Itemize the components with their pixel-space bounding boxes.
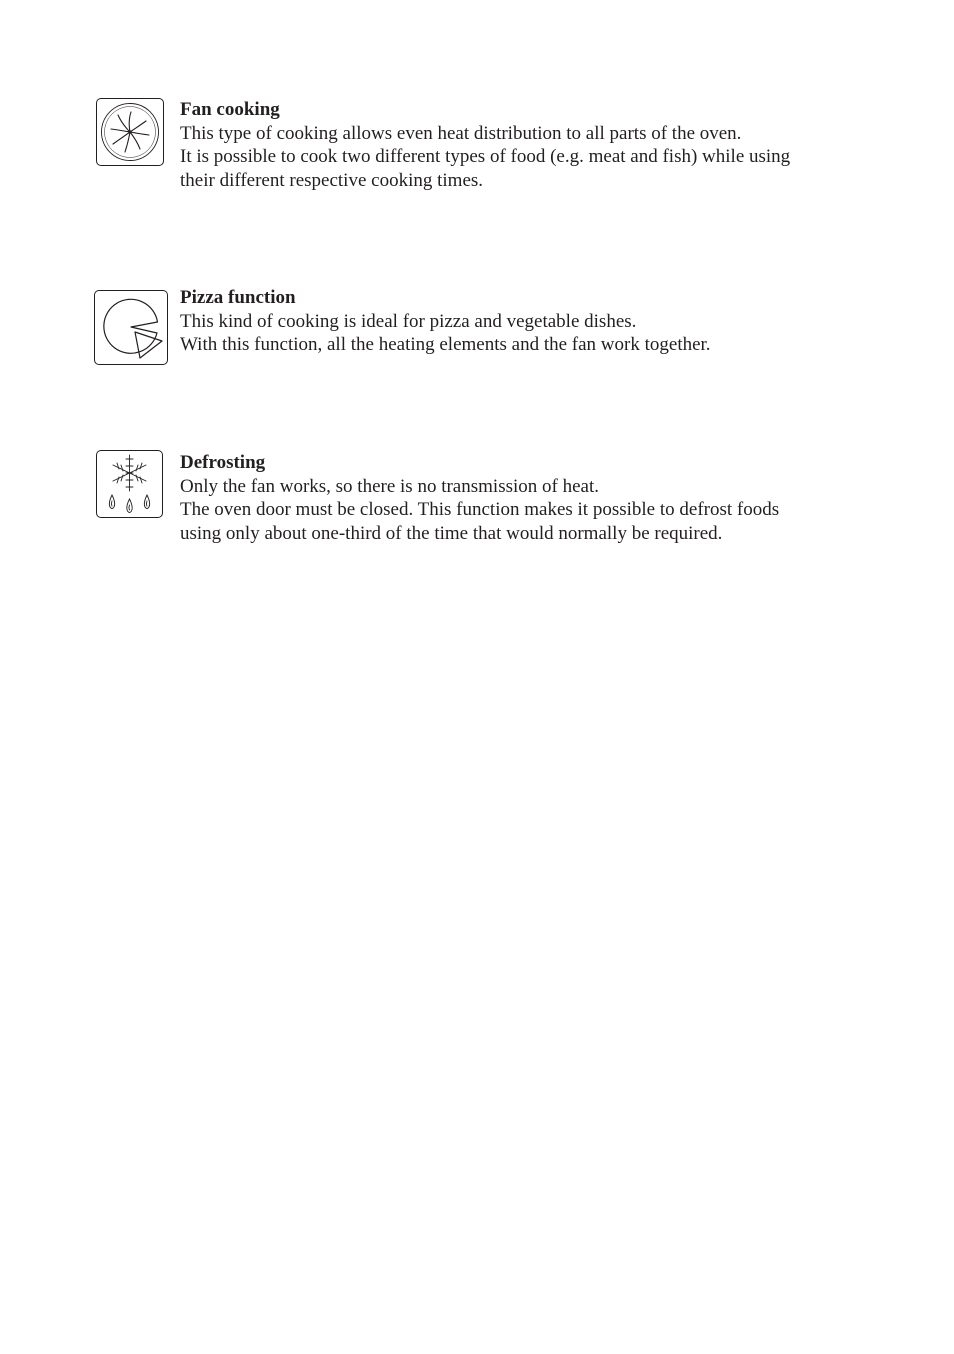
fan-cooking-text — [180, 98, 860, 192]
section-title: Defrosting — [180, 452, 266, 473]
section-line: It is possible to cook two different types of food (e.g. meat and fish) while using — [180, 146, 791, 167]
defrosting-text — [180, 451, 860, 545]
section-line: Only the fan works, so there is no transmission of heat. — [180, 475, 599, 497]
pizza-function-text — [180, 286, 860, 357]
fan-icon — [96, 98, 164, 166]
pizza-icon — [94, 290, 168, 365]
section-line: This type of cooking allows even heat distribution to all parts of the oven. — [180, 122, 742, 144]
section-title: Pizza function — [180, 287, 296, 308]
section-line: With this function, all the heating elements and the fan work together. — [180, 334, 711, 355]
section-line: This kind of cooking is ideal for pizza and vegetable dishes. — [180, 310, 637, 332]
section-line: The oven door must be closed. This function makes it possible to defrost foods — [180, 499, 780, 520]
defrost-icon — [96, 450, 163, 518]
section-title: Fan cooking — [180, 99, 280, 120]
section-line: their different respective cooking times. — [180, 169, 484, 191]
section-line: using only about one-third of the time that would normally be required. — [180, 522, 723, 544]
